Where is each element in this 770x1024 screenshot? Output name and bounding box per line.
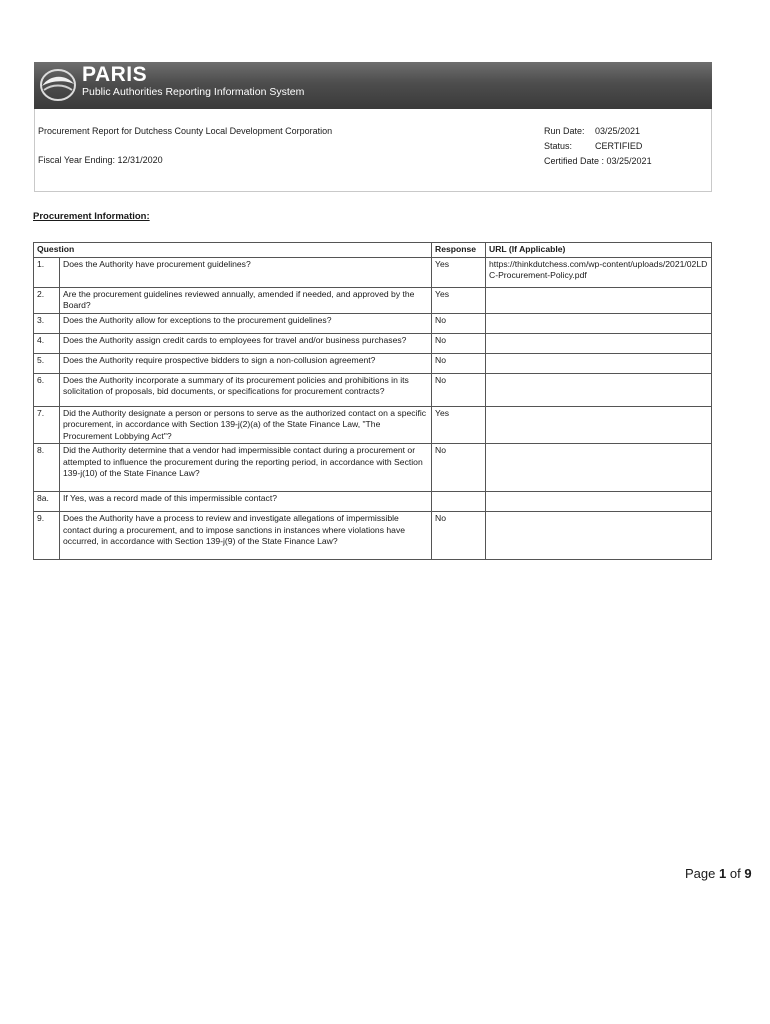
table-row [34,287,712,313]
table-row [34,373,712,406]
response-header: Response [432,243,486,258]
section-title: Procurement Information: [33,211,150,222]
question-number: 7. [34,406,60,444]
response-cell: No [432,353,486,373]
response-cell [432,492,486,512]
page-total: 9 [744,866,752,881]
question-text: Did the Authority determine that a vendor had impermissible contact during a procurement or attempted to influence the procurement during the reporting period, in accordance with Section 139-j(10) of the State Finance Law? [60,444,432,492]
question-text: Does the Authority require prospective bidders to sign a non-collusion agreement? [60,353,432,373]
question-text: Does the Authority have procurement guidelines? [60,257,432,287]
question-text: Does the Authority incorporate a summary of its procurement policies and prohibitions in its solicitation of proposals, bid documents, or specifications for procurement contracts? [60,373,432,406]
question-number: 3. [34,313,60,333]
page-label: Page [685,866,716,881]
table-row [34,313,712,333]
response-cell: No [432,373,486,406]
url-header: URL (If Applicable) [486,243,712,258]
question-number: 9. [34,512,60,560]
table-row [34,333,712,353]
question-number: 6. [34,373,60,406]
table-row [34,492,712,512]
question-text: Does the Authority assign credit cards to employees for travel and/or business purchases? [60,333,432,353]
url-cell [486,313,712,333]
table-row [34,406,712,444]
url-cell [486,406,712,444]
table-header-row [34,243,712,258]
response-cell: No [432,512,486,560]
response-cell: Yes [432,257,486,287]
report-title: Procurement Report for Dutchess County Local Development Corporation [38,126,333,136]
response-cell: No [432,313,486,333]
status-value: CERTIFIED [595,141,643,151]
page-of: of [729,866,741,881]
status-label: Status: [544,141,573,151]
fiscal-year: Fiscal Year Ending: 12/31/2020 [38,155,163,165]
question-text: Does the Authority allow for exceptions to the procurement guidelines? [60,313,432,333]
url-cell [486,353,712,373]
run-date-value: 03/25/2021 [595,126,641,136]
question-number: 8. [34,444,60,492]
table-row [34,512,712,560]
page-number [685,866,752,881]
run-date-label: Run Date: [544,126,585,136]
url-cell [486,492,712,512]
question-number: 5. [34,353,60,373]
question-text: Are the procurement guidelines reviewed annually, amended if needed, and approved by the Board? [60,287,432,313]
response-cell: No [432,333,486,353]
url-cell [486,444,712,492]
question-number: 2. [34,287,60,313]
question-number: 1. [34,257,60,287]
procurement-table [33,242,712,560]
question-number: 4. [34,333,60,353]
question-text: Did the Authority designate a person or persons to serve as the authorized contact on a specific procurement, in accordance with Section 139-j(2)(a) of the State Finance Law, "The Procurement Lobbying Act"? [60,406,432,444]
question-text: Does the Authority have a process to review and investigate allegations of impermissible contact during a procurement, and to impose sanctions in instances where violations have occurred, in accordance with Section 139-j(9) of the State Finance Law? [60,512,432,560]
response-cell: No [432,444,486,492]
table-row [34,257,712,287]
certified-date: Certified Date : 03/25/2021 [544,156,652,166]
question-number: 8a. [34,492,60,512]
url-cell: https://thinkdutchess.com/wp-content/uploads/2021/02LDC-Procurement-Policy.pdf [486,257,712,287]
url-cell [486,512,712,560]
banner-subtitle: Public Authorities Reporting Information System [82,86,305,98]
banner-title: PARIS [82,63,148,86]
url-cell [486,287,712,313]
response-cell: Yes [432,406,486,444]
response-cell: Yes [432,287,486,313]
page-current: 1 [719,866,727,881]
header-banner [34,62,712,109]
url-cell [486,333,712,353]
paris-logo-icon [38,66,78,104]
url-cell [486,373,712,406]
question-text: If Yes, was a record made of this impermissible contact? [60,492,432,512]
question-header: Question [34,243,432,258]
table-row [34,444,712,492]
table-row [34,353,712,373]
